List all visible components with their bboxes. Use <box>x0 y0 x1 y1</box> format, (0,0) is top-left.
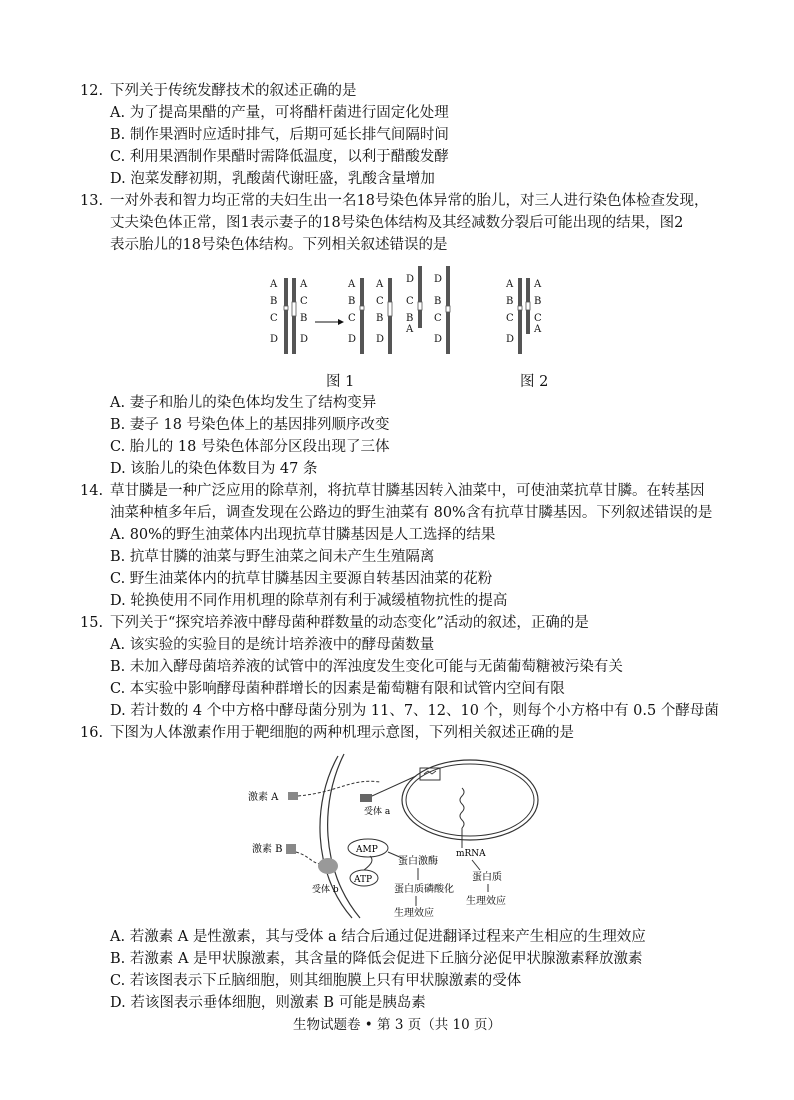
option-c: C. 胎儿的 18 号染色体部分区段出现了三体 <box>110 439 390 455</box>
question-number: 16. <box>80 725 104 741</box>
svg-text:A: A <box>534 324 542 335</box>
question-number: 12. <box>80 83 104 99</box>
chromosome <box>518 278 522 354</box>
mrna-coil <box>460 788 464 828</box>
question-stem-line: 草甘膦是一种广泛应用的除草剂，将抗草甘膦基因转入油菜中，可使油菜抗草甘膦。在转基因 <box>110 483 705 499</box>
atp-label: ATP <box>354 875 373 885</box>
question-stem-line: 丈夫染色体正常，图1表示妻子的18号染色体结构及其经减数分裂后可能出现的结果，图2 <box>110 215 684 231</box>
question-stem-line: 油菜种植多年后，调查发现在公路边的野生油菜有 80%含有抗草甘膦基因。下列叙述错误的是 <box>110 505 713 521</box>
option-d: D. 该胎儿的染色体数目为 47 条 <box>110 461 318 477</box>
protein-label: 蛋白质 <box>472 872 502 883</box>
option-d: D. 若计数的 4 个中方格中酵母菌分别为 11、7、12、10 个，则每个小方格中有 0.5 个酵母菌 <box>110 703 719 719</box>
option-b: B. 若激素 A 是甲状腺激素，其含量的降低会促进下丘脑分泌促甲状腺激素释放激素 <box>110 951 643 967</box>
option-c: C. 野生油菜体内的抗草甘膦基因主要源自转基因油菜的花粉 <box>110 571 493 587</box>
receptor-b-shape <box>318 858 338 874</box>
hormone-mechanism-figure <box>240 752 560 920</box>
option-d: D. 若该图表示垂体细胞，则激素 B 可能是胰岛素 <box>110 995 426 1011</box>
gene-label: D <box>300 334 309 345</box>
mrna-label: mRNA <box>456 849 486 859</box>
svg-text:C: C <box>348 313 356 324</box>
receptor-a-shape <box>360 794 372 802</box>
nucleus <box>402 760 538 840</box>
option-a: A. 为了提高果醋的产量，可将醋杆菌进行固定化处理 <box>110 105 449 121</box>
question-number: 14. <box>80 483 104 499</box>
option-a: A. 该实验的实验目的是统计培养液中的酵母菌数量 <box>110 637 435 653</box>
kinase-label: 蛋白激酶 <box>398 856 438 867</box>
question-stem-line: 下图为人体激素作用于靶细胞的两种机理示意图，下列相关叙述正确的是 <box>110 725 574 741</box>
option-d: D. 轮换使用不同作用机理的除草剂有利于减缓植物抗性的提高 <box>110 593 508 609</box>
svg-text:A: A <box>534 279 542 290</box>
option-b: B. 妻子 18 号染色体上的基因排列顺序改变 <box>110 417 390 433</box>
figure-1-caption: 图 1 <box>326 374 355 390</box>
svg-text:D: D <box>348 334 357 345</box>
nucleus-membrane <box>406 764 534 836</box>
receptor-a-label: 受体 a <box>364 807 391 817</box>
hormone-b-shape <box>286 844 296 854</box>
svg-text:D: D <box>376 334 385 345</box>
svg-text:D: D <box>434 334 443 345</box>
option-a: A. 妻子和胎儿的染色体均发生了结构变异 <box>110 395 377 411</box>
svg-text:B: B <box>434 296 442 307</box>
svg-text:A: A <box>406 324 414 335</box>
gene-label: C <box>270 313 278 324</box>
option-b: B. 抗草甘膦的油菜与野生油菜之间未产生生殖隔离 <box>110 549 435 565</box>
svg-text:A: A <box>506 279 514 290</box>
svg-text:B: B <box>406 313 414 324</box>
svg-text:A: A <box>376 279 384 290</box>
question-stem-line: 表示胎儿的18号染色体结构。下列相关叙述错误的是 <box>110 237 448 253</box>
svg-text:C: C <box>376 296 384 307</box>
svg-text:B: B <box>348 296 356 307</box>
effect-label-2: 生理效应 <box>394 908 434 919</box>
svg-text:C: C <box>506 313 514 324</box>
svg-text:D: D <box>406 274 415 285</box>
question-stem: 下列关于传统发酵技术的叙述正确的是 <box>110 83 357 99</box>
arrow-head <box>338 319 344 325</box>
option-a: A. 若激素 A 是性激素，其与受体 a 结合后通过促进翻译过程来产生相应的生理效应 <box>110 929 646 945</box>
svg-text:B: B <box>506 296 514 307</box>
amp-label: AMP <box>356 845 378 855</box>
svg-text:A: A <box>348 279 356 290</box>
gene-label: B <box>270 296 278 307</box>
hormone-a-label: 激素 A <box>248 792 279 803</box>
option-a: A. 80%的野生油菜体内出现抗草甘膦基因是人工选择的结果 <box>110 527 496 543</box>
question-stem-line: 一对外表和智力均正常的夫妇生出一名18号染色体异常的胎儿，对三人进行染色体检查发现， <box>110 193 709 209</box>
arrow <box>296 852 322 864</box>
svg-text:D: D <box>506 334 515 345</box>
hormone-b-label: 激素 B <box>252 844 283 855</box>
option-c: C. 利用果酒制作果醋时需降低温度，以利于醋酸发酵 <box>110 149 449 165</box>
question-number: 15. <box>80 615 104 631</box>
chromosome <box>418 266 422 328</box>
page-footer: 生物试题卷 • 第 3 页（共 10 页） <box>293 1017 501 1033</box>
question-number: 13. <box>80 193 104 209</box>
receptor-b-label: 受体 b <box>312 885 339 895</box>
option-c: C. 本实验中影响酵母菌种群增长的因素是葡萄糖有限和试管内空间有限 <box>110 681 565 697</box>
option-b: B. 制作果酒时应适时排气，后期可延长排气间隔时间 <box>110 127 449 143</box>
arrow <box>472 860 480 870</box>
gene-box <box>420 768 440 780</box>
svg-text:C: C <box>534 313 542 324</box>
svg-text:B: B <box>534 296 542 307</box>
hormone-a-shape <box>288 792 298 800</box>
arrow <box>372 776 416 796</box>
figure-2-caption: 图 2 <box>520 374 549 390</box>
arrow <box>298 781 380 796</box>
option-d: D. 泡菜发酵初期，乳酸菌代谢旺盛，乳酸含量增加 <box>110 171 435 187</box>
effect-label-1: 生理效应 <box>466 896 506 907</box>
svg-text:B: B <box>376 313 384 324</box>
gene-label: A <box>270 279 278 290</box>
option-c: C. 若该图表示下丘脑细胞，则其细胞膜上只有甲状腺激素的受体 <box>110 973 522 989</box>
question-stem-line: 下列关于“探究培养液中酵母菌种群数量的动态变化”活动的叙述，正确的是 <box>110 615 589 631</box>
gene-label: D <box>270 334 279 345</box>
gene-label: C <box>300 296 308 307</box>
phosphorylation-label: 蛋白质磷酸化 <box>394 884 454 895</box>
svg-text:C: C <box>434 313 442 324</box>
chromosome-figure <box>260 262 560 362</box>
svg-text:C: C <box>406 296 414 307</box>
gene-label: A <box>300 279 308 290</box>
arrow <box>364 856 372 870</box>
option-b: B. 未加入酵母菌培养液的试管中的浑浊度发生变化可能与无菌葡萄糖被污染有关 <box>110 659 623 675</box>
chromosome <box>284 278 288 354</box>
gene-label: B <box>300 313 308 324</box>
chromosome <box>360 278 364 354</box>
svg-text:D: D <box>434 274 443 285</box>
